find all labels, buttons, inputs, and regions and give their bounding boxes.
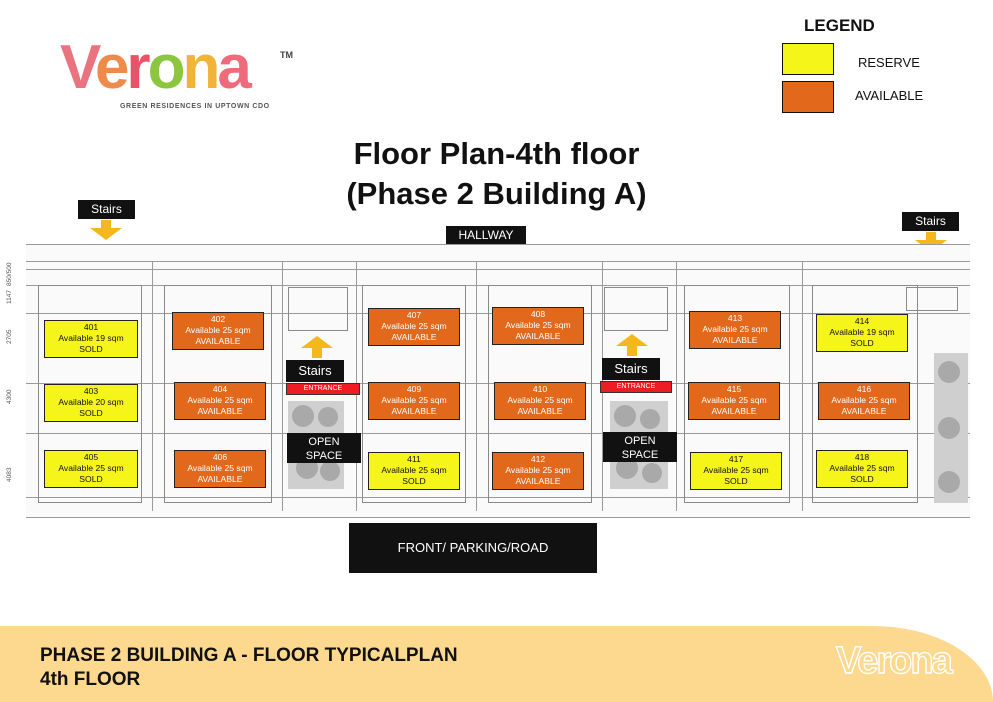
logo-tagline: GREEN RESIDENCES IN UPTOWN CDO: [120, 103, 270, 110]
unit-408[interactable]: [492, 307, 584, 345]
tree-icon: [614, 405, 636, 427]
stairs-arrow-stem-mid-left: [312, 348, 322, 358]
unit-size: Available 25 sqm: [187, 463, 253, 473]
stair-well: [604, 287, 668, 331]
unit-size: Available 25 sqm: [185, 325, 251, 335]
unit-414[interactable]: [816, 314, 908, 352]
plan-line: [26, 261, 970, 262]
dimension-label: 4083: [6, 467, 13, 482]
unit-status: SOLD: [850, 338, 874, 348]
verona-logo: [58, 28, 298, 118]
open-space-label-right: OPEN SPACE: [603, 432, 677, 462]
unit-409[interactable]: [368, 382, 460, 420]
plan-line: [802, 261, 803, 511]
unit-number: 410: [532, 384, 548, 394]
unit-size: Available 25 sqm: [381, 395, 447, 405]
unit-407[interactable]: [368, 308, 460, 346]
unit-size: Available 25 sqm: [507, 395, 573, 405]
unit-number: 414: [854, 316, 870, 326]
unit-415[interactable]: [688, 382, 780, 420]
unit-size: Available 25 sqm: [701, 395, 767, 405]
stairs-arrow-stem-mid-right: [627, 346, 637, 356]
unit-size: Available 25 sqm: [381, 465, 447, 475]
legend-title: LEGEND: [804, 16, 875, 35]
open-space-label-left: OPEN SPACE: [287, 433, 361, 463]
unit-number: 413: [727, 313, 743, 323]
unit-size: Available 25 sqm: [702, 324, 768, 334]
stair-well: [906, 287, 958, 311]
plan-line: [676, 261, 677, 511]
footer-title-line1: PHASE 2 BUILDING A - FLOOR TYPICALPLAN: [40, 645, 458, 666]
plan-line: [476, 261, 477, 511]
unit-418[interactable]: [816, 450, 908, 488]
unit-406[interactable]: [174, 450, 266, 488]
tree-icon: [318, 407, 338, 427]
page-subtitle: (Phase 2 Building A): [346, 176, 647, 211]
unit-status: AVAILABLE: [517, 406, 563, 416]
unit-number: 404: [212, 384, 228, 394]
stairs-arrow-up-right-icon: [616, 334, 648, 346]
unit-status: SOLD: [724, 476, 748, 486]
unit-404[interactable]: [174, 382, 266, 420]
unit-size: Available 25 sqm: [703, 465, 769, 475]
stairs-arrow-down-left-icon: [90, 228, 122, 240]
unit-number: 417: [728, 454, 744, 464]
dimension-label: 4300: [6, 389, 13, 404]
tree-icon: [320, 461, 340, 481]
dimension-label: 1147: [6, 290, 13, 304]
tree-icon: [640, 409, 660, 429]
tree-icon: [938, 361, 960, 383]
unit-size: Available 25 sqm: [831, 395, 897, 405]
unit-number: 409: [406, 384, 422, 394]
stairs-arrow-up-left-icon: [301, 336, 333, 348]
tree-icon: [642, 463, 662, 483]
plan-line: [282, 261, 283, 511]
page-title: Floor Plan-4th floor: [353, 136, 640, 171]
unit-size: Available 19 sqm: [829, 327, 895, 337]
unit-413[interactable]: [689, 311, 781, 349]
unit-410[interactable]: [494, 382, 586, 420]
legend-swatch-reserve: [782, 43, 834, 75]
unit-number: 415: [726, 384, 742, 394]
unit-411[interactable]: [368, 452, 460, 490]
unit-size: Available 25 sqm: [381, 321, 447, 331]
unit-size: Available 25 sqm: [829, 463, 895, 473]
stairs-label-right: Stairs: [902, 212, 959, 231]
unit-405[interactable]: [44, 450, 138, 488]
unit-status: SOLD: [79, 474, 103, 484]
unit-number: 406: [212, 452, 228, 462]
footer-title: [40, 644, 458, 692]
unit-412[interactable]: [492, 452, 584, 490]
unit-403[interactable]: [44, 384, 138, 422]
stair-well: [288, 287, 348, 331]
unit-status: AVAILABLE: [195, 336, 241, 346]
unit-size: Available 25 sqm: [505, 465, 571, 475]
entrance-label-right: ENTRANCE: [600, 381, 672, 393]
unit-number: 418: [854, 452, 870, 462]
unit-size: Available 20 sqm: [58, 397, 124, 407]
unit-401[interactable]: [44, 320, 138, 358]
unit-status: AVAILABLE: [841, 406, 887, 416]
unit-status: AVAILABLE: [515, 331, 561, 341]
unit-size: Available 25 sqm: [505, 320, 571, 330]
unit-status: AVAILABLE: [711, 406, 757, 416]
unit-number: 402: [210, 314, 226, 324]
hallway-label: HALLWAY: [446, 226, 526, 245]
tree-icon: [938, 417, 960, 439]
unit-number: 405: [83, 452, 99, 462]
legend-label-available: AVAILABLE: [855, 88, 924, 103]
dimension-label: 2705: [6, 329, 13, 344]
unit-number: 408: [530, 309, 546, 319]
unit-417[interactable]: [690, 452, 782, 490]
unit-status: AVAILABLE: [197, 406, 243, 416]
tree-icon: [292, 405, 314, 427]
unit-status: AVAILABLE: [515, 476, 561, 486]
legend-label-reserve: RESERVE: [858, 55, 920, 70]
unit-status: SOLD: [402, 476, 426, 486]
logo-wordmark: Verona: [60, 33, 249, 102]
unit-size: Available 25 sqm: [187, 395, 253, 405]
unit-size: Available 19 sqm: [58, 333, 124, 343]
unit-number: 401: [83, 322, 99, 332]
front-parking-road-label: FRONT/ PARKING/ROAD: [349, 523, 597, 573]
unit-status: AVAILABLE: [712, 335, 758, 345]
unit-number: 411: [407, 454, 421, 464]
unit-402[interactable]: [172, 312, 264, 350]
unit-number: 403: [83, 386, 99, 396]
stairs-arrow-stem-right: [926, 232, 936, 240]
stairs-arrow-stem-left: [101, 220, 111, 228]
unit-416[interactable]: [818, 382, 910, 420]
stairs-label-mid-right: Stairs: [602, 358, 660, 380]
unit-status: AVAILABLE: [197, 474, 243, 484]
logo-trademark: TM: [280, 50, 293, 60]
unit-status: AVAILABLE: [391, 332, 437, 342]
entrance-label-left: ENTRANCE: [286, 383, 360, 395]
unit-status: SOLD: [850, 474, 874, 484]
stairs-label-mid-left: Stairs: [286, 360, 344, 382]
unit-number: 416: [856, 384, 872, 394]
plan-line: [26, 269, 970, 270]
footer-title-line2: 4th FLOOR: [40, 669, 141, 690]
unit-size: Available 25 sqm: [58, 463, 124, 473]
stairs-label-left: Stairs: [78, 200, 135, 219]
plan-line: [152, 261, 153, 511]
unit-status: SOLD: [79, 408, 103, 418]
footer-logo: Verona: [836, 640, 951, 682]
legend-swatch-available: [782, 81, 834, 113]
unit-number: 412: [530, 454, 546, 464]
unit-status: SOLD: [79, 344, 103, 354]
tree-icon: [938, 471, 960, 493]
unit-number: 407: [406, 310, 422, 320]
dimension-label: 850/500: [6, 262, 13, 286]
unit-status: AVAILABLE: [391, 406, 437, 416]
